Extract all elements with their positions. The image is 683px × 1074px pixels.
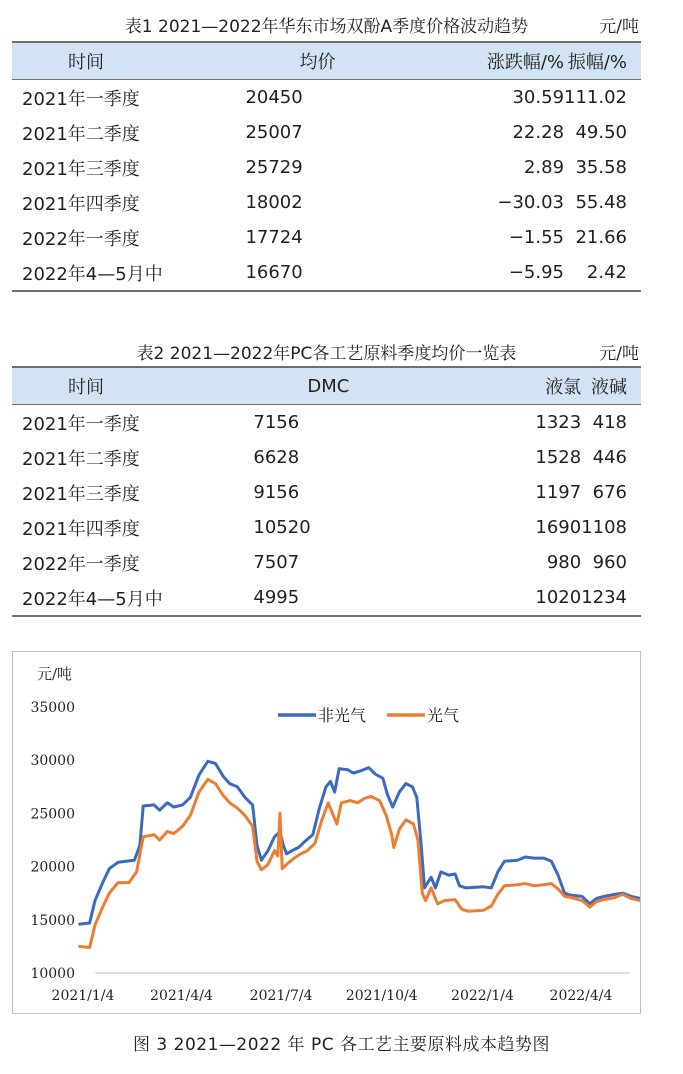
y-tick-label: 35000 <box>30 700 75 716</box>
x-tick-label: 2021/7/4 <box>249 988 313 1004</box>
table-cell: 10520 <box>253 517 311 538</box>
y-tick-label: 25000 <box>30 806 75 823</box>
table-row <box>12 545 641 580</box>
table-cell: 7156 <box>253 412 300 433</box>
table2-caption <box>12 339 641 364</box>
table2-header-row <box>12 367 641 405</box>
table1-caption <box>12 12 641 37</box>
table-cell: 6628 <box>253 447 300 468</box>
table-cell: 49.50 <box>575 122 627 143</box>
y-tick-label: 15000 <box>30 912 75 929</box>
table-cell: 2021年一季度 <box>22 413 140 435</box>
y-tick-label: 30000 <box>30 753 75 770</box>
table-cell: −30.03 <box>497 192 565 213</box>
table-cell: 35.58 <box>575 157 627 178</box>
y-axis-unit-label: 元/吨 <box>37 665 73 683</box>
table-cell: 2021年二季度 <box>22 123 140 145</box>
x-tick-label: 2021/1/4 <box>51 988 115 1004</box>
table-row <box>12 440 641 475</box>
figure-caption: 图 3 2021—2022 年 PC 各工艺主要原料成本趋势图 <box>133 1035 550 1055</box>
table-row <box>12 475 641 510</box>
table2 <box>12 366 641 617</box>
x-tick-label: 2022/4/4 <box>549 988 613 1004</box>
table-cell: 9156 <box>253 482 300 503</box>
table-cell: 2022年一季度 <box>22 553 140 575</box>
table-cell: 20450 <box>245 87 303 108</box>
table-cell: 1020 <box>449 580 581 616</box>
chart-axes <box>30 700 630 1004</box>
table-cell: 1197 <box>535 482 582 503</box>
table-cell: 2021年二季度 <box>22 448 140 470</box>
table-cell: 2.42 <box>564 255 641 291</box>
table-cell: 16670 <box>245 255 433 291</box>
x-tick-label: 2022/1/4 <box>451 988 514 1004</box>
table-cell: 30.59 <box>512 87 565 108</box>
table1-header-row <box>12 42 641 80</box>
line-chart <box>13 652 640 1013</box>
table2-title: 表2 2021—2022年PC各工艺原料季度均价一览表 <box>136 344 517 364</box>
table2-header-dmc: DMC <box>253 367 448 405</box>
table-row <box>12 80 641 116</box>
chart-legend <box>278 706 459 725</box>
table-cell: 4995 <box>253 580 448 616</box>
table-cell: 2021年四季度 <box>22 518 140 540</box>
table-cell: 2021年一季度 <box>22 88 140 110</box>
table-cell: −5.95 <box>433 255 564 291</box>
table-cell: 2021年四季度 <box>22 193 140 215</box>
table-cell: 25729 <box>245 157 303 178</box>
table-cell: 1528 <box>535 447 582 468</box>
table-cell: 2021年三季度 <box>22 158 140 180</box>
table-row <box>12 255 641 291</box>
table-cell: 1108 <box>581 517 627 538</box>
y-tick-label: 10000 <box>30 966 75 982</box>
legend-label: 光气 <box>427 706 460 725</box>
table1-title: 表1 2021—2022年华东市场双酚A季度价格波动趋势 <box>124 17 529 37</box>
table-cell: 7507 <box>253 552 300 573</box>
x-tick-label: 2021/4/4 <box>150 988 213 1004</box>
table2-header-time: 时间 <box>12 367 253 405</box>
legend-label: 非光气 <box>318 706 367 725</box>
table-cell: 2021年三季度 <box>22 483 140 505</box>
table2-unit: 元/吨 <box>599 344 639 364</box>
table-cell: 1234 <box>581 580 641 616</box>
table-cell: 980 <box>546 552 582 573</box>
table-cell: 676 <box>592 482 627 503</box>
table-cell: 1690 <box>535 517 582 538</box>
table-row <box>12 220 641 255</box>
table-cell: 17724 <box>245 227 303 248</box>
table2-header-caustic: 液碱 <box>581 367 641 405</box>
series-line-non-phosgene <box>80 761 640 924</box>
table1 <box>12 41 641 292</box>
table-cell: 960 <box>592 552 627 573</box>
table1-header-change: 涨跌幅/% <box>433 42 564 80</box>
table-row <box>12 510 641 545</box>
table2-header-chlorine: 液氯 <box>449 367 581 405</box>
table-row <box>12 405 641 441</box>
table-row <box>12 150 641 185</box>
table1-unit: 元/吨 <box>599 17 639 37</box>
x-tick-label: 2021/10/4 <box>345 988 418 1004</box>
table1-header-amplitude: 振幅/% <box>564 42 641 80</box>
table-cell: 1323 <box>535 412 582 433</box>
table-cell: 111.02 <box>564 87 627 108</box>
table1-header-time: 时间 <box>12 42 245 80</box>
table-cell: 446 <box>592 447 627 468</box>
table-cell: 418 <box>592 412 627 433</box>
table-row <box>12 115 641 150</box>
table-cell: 21.66 <box>575 227 627 248</box>
table-cell: 18002 <box>245 192 303 213</box>
table-cell: 2022年一季度 <box>22 228 140 250</box>
table-row <box>12 580 641 616</box>
table-row <box>12 185 641 220</box>
table-cell: 55.48 <box>575 192 627 213</box>
chart-series <box>80 761 640 947</box>
y-tick-label: 20000 <box>30 859 75 876</box>
table-cell: −1.55 <box>508 227 565 248</box>
table-cell: 2022年4—5月中 <box>12 255 245 291</box>
chart-frame <box>12 651 641 1014</box>
table-cell: 25007 <box>245 122 303 143</box>
table-cell: 2022年4—5月中 <box>12 580 253 616</box>
table-cell: 22.28 <box>512 122 565 143</box>
table-cell: 2.89 <box>523 157 565 178</box>
table1-header-avg: 均价 <box>245 42 433 80</box>
